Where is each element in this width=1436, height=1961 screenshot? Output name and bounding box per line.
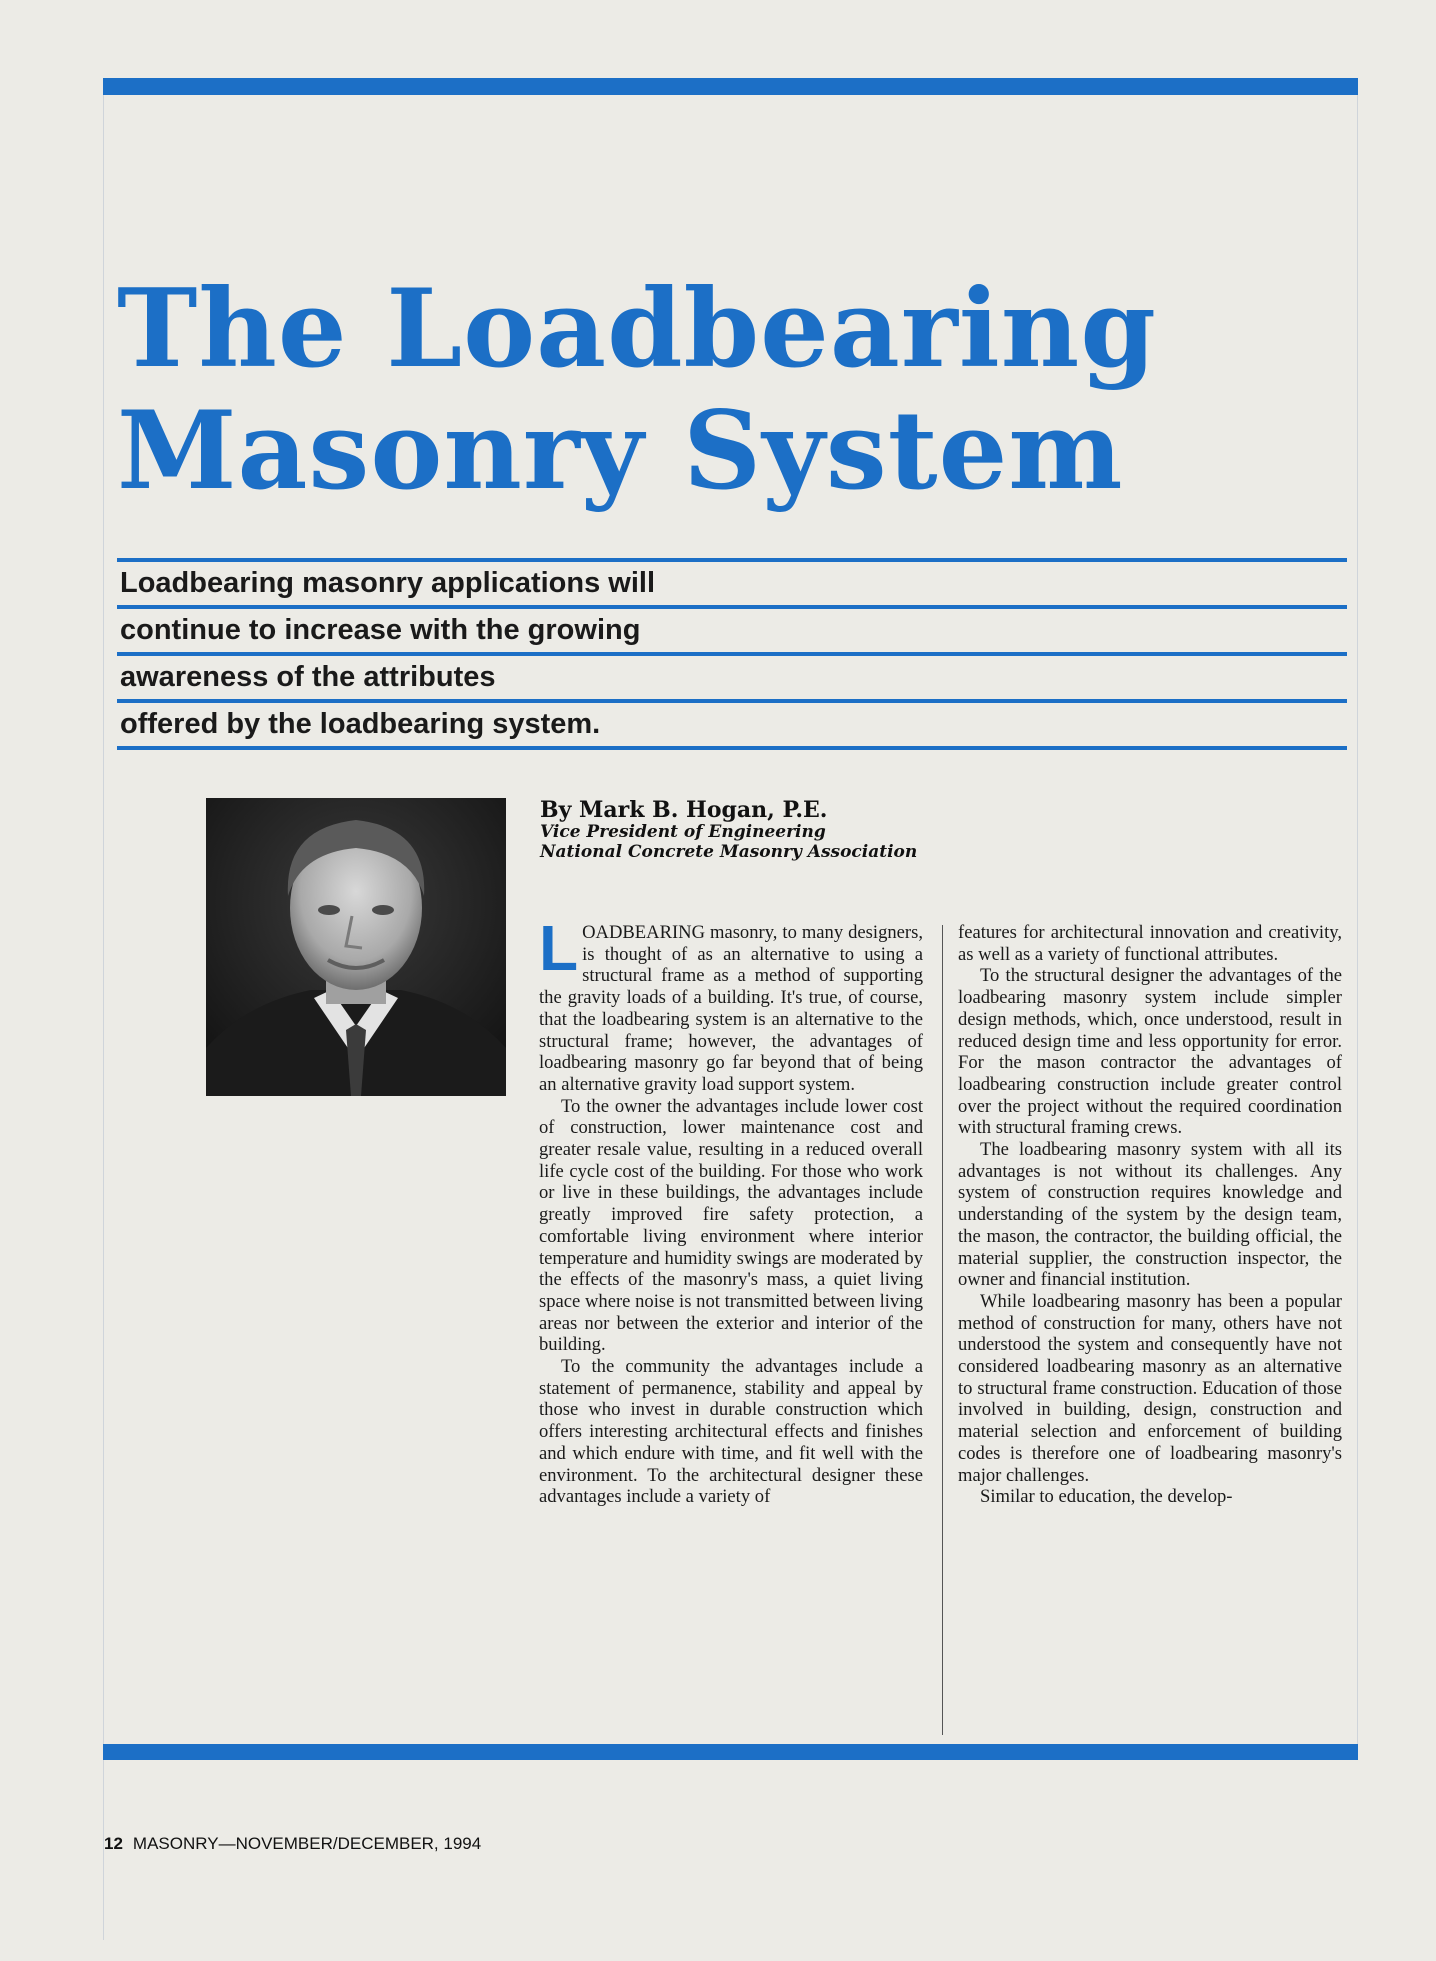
paragraph-text: OADBEARING masonry, to many designers, is thought of as an alternative to using a structural frame as a method of supporting the gravity loads of a building. It's true, of course, that the loadbearing system is an alternative to the structural frame; however, the advantages of loadbearing masonry go far beyond that of being an alternative gravity load support system. [539, 922, 923, 1095]
deck-rule [117, 558, 1347, 562]
paragraph: While loadbearing masonry has been a popular method of construction for many, others have not understood the system and consequently have not considered loadbearing masonry as an alternative to structural frame construction. Education of those involved in building, design, construction and material selection and enforcement of building codes is therefore one of loadbearing masonry's major challenges. [958, 1290, 1342, 1486]
article-title [117, 268, 1347, 512]
paragraph: features for architectural innovation and creativity, as well as a variety of functional attributes. [958, 922, 1342, 965]
paragraph: To the community the advantages include a statement of permanence, stability and appeal by those who invest in durable construction which offers interesting architectural effects and finishes and which endure with time, and fit well with the environment. To the architectural designer these advantages include a variety of [539, 1356, 923, 1508]
deck-line-1: Loadbearing masonry applications will [120, 567, 655, 599]
paragraph: Similar to education, the develop- [980, 1486, 1233, 1508]
deck-rule [117, 605, 1347, 609]
author-title: Vice President of Engineering [540, 822, 826, 842]
author-organization: National Concrete Masonry Association [540, 842, 918, 862]
page-number: 12 [104, 1834, 123, 1853]
deck-line-3: awareness of the attributes [120, 661, 496, 693]
author-photo [206, 798, 506, 1096]
deck-rule [117, 746, 1347, 750]
paragraph: To the structural designer the advantages of the loadbearing masonry system include simpler design methods, which, once understood, result in reduced design time and less opportunity for error. For the mason contractor the advantages of loadbearing construction include greater control over the project without the required coordination with structural framing crews. [958, 965, 1342, 1139]
deck-line-4: offered by the loadbearing system. [120, 708, 601, 740]
top-accent-bar [103, 78, 1358, 95]
page-frame-left [103, 95, 104, 1940]
body-column-2 [958, 922, 1342, 1508]
paragraph: The loadbearing masonry system with all its advantages is not without its challenges. Any system of construction requires knowledge and understanding of the system by the design team, the mason, the contractor, the building official, the material supplier, the construction inspector, the owner and financial institution. [958, 1139, 1342, 1291]
deck-rule [117, 652, 1347, 656]
page-footer [104, 1834, 481, 1854]
column-divider [942, 925, 943, 1735]
page-frame-right [1357, 95, 1358, 1745]
byline [540, 798, 1100, 862]
paragraph [539, 912, 923, 1096]
publication-line: MASONRY—NOVEMBER/DECEMBER, 1994 [132, 1834, 482, 1853]
deck-line-2: continue to increase with the growing [120, 614, 641, 646]
deck-rule [117, 699, 1347, 703]
paragraph: To the owner the advantages include lower cost of construction, lower maintenance cost and greater resale value, resulting in a reduced overall life cycle cost of the building. For those who work or live in these buildings, the advantages include greatly improved fire safety protection, a comfortable living environment where interior temperature and humidity swings are moderated by the effects of the masonry's mass, a quiet living space where noise is not transmitted between living areas nor between the exterior and interior of the building. [539, 1095, 923, 1356]
author-name: By Mark B. Hogan, P.E. [540, 797, 828, 823]
title-line-2: Masonry System [117, 388, 1124, 514]
bottom-accent-bar [103, 1744, 1358, 1760]
title-line-1: The Loadbearing [117, 266, 1157, 392]
drop-cap: L [539, 912, 579, 984]
body-column-1 [539, 912, 923, 1508]
